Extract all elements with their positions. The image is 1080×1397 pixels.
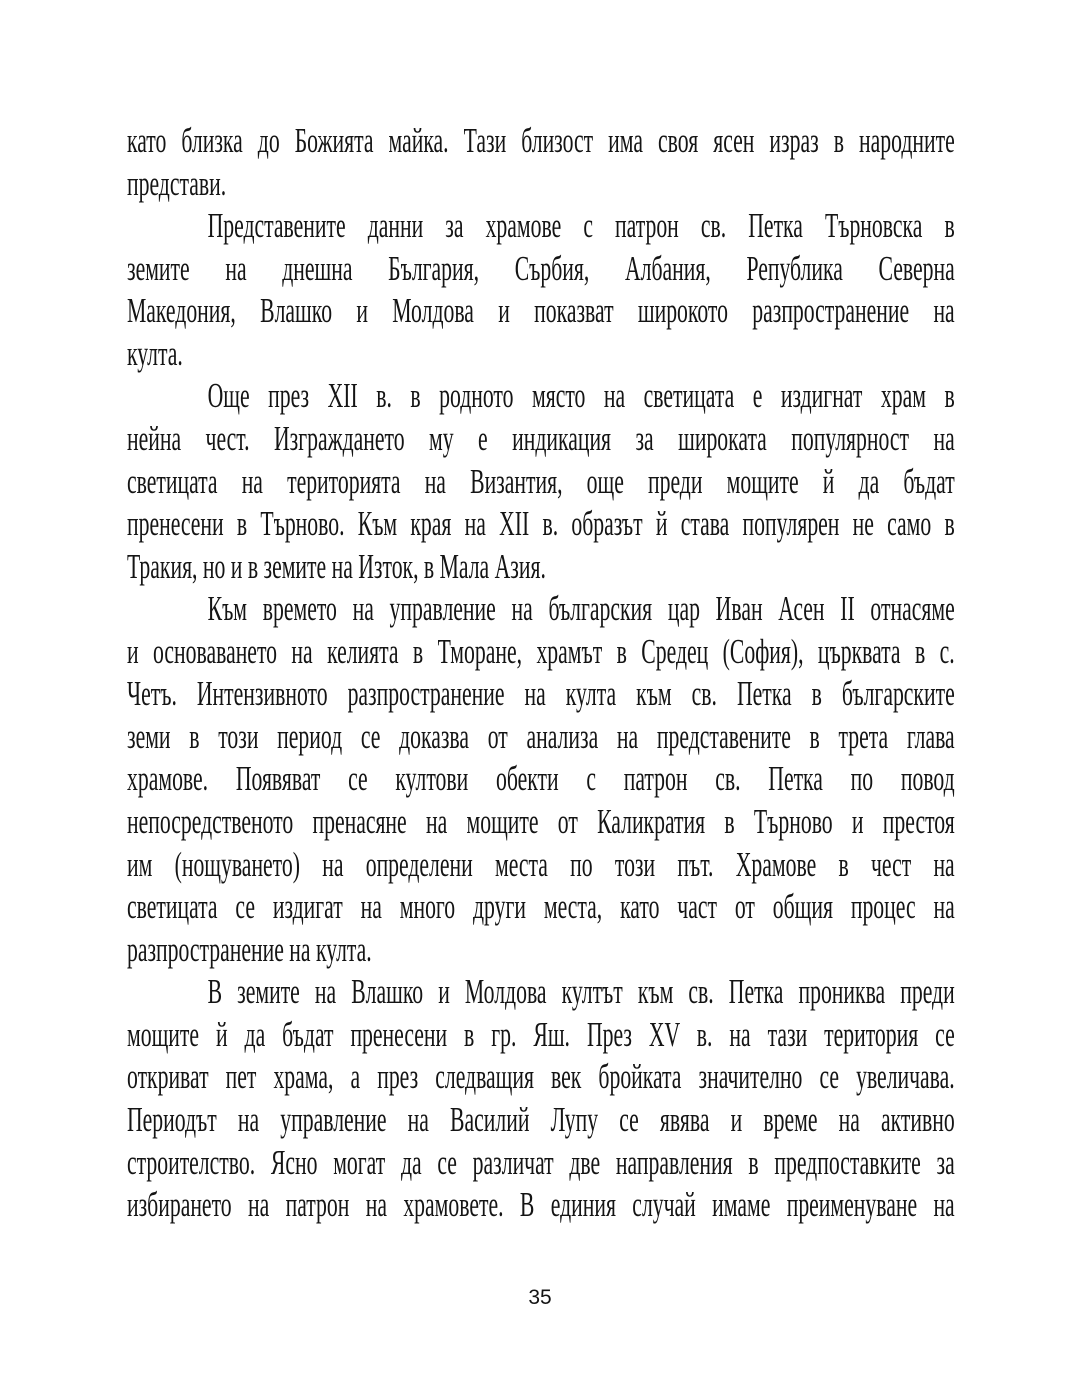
text-line: В земите на Влашко и Молдова култът към св. Петка прониква преди <box>207 972 955 1012</box>
text-content <box>127 120 955 1227</box>
page-number: 35 <box>528 1286 552 1309</box>
text-line: земите на днешна България, Сърбия, Албания, Република Северна <box>127 248 955 288</box>
text-line: храмове. Появяват се култови обекти с патрон св. Петка по повод <box>127 759 955 799</box>
text-line: земи в този период се доказва от анализа на представените в трета глава <box>127 716 955 756</box>
text-line: Още през XII в. в родното място на светицата е издигнат храм в <box>207 376 955 416</box>
text-line: като близка до Божията майка. Тази близост има своя ясен израз в народните <box>127 121 955 160</box>
text-line: култа. <box>127 333 183 373</box>
text-line: Представените данни за храмове с патрон св. Петка Търновска в <box>207 206 955 246</box>
text-body <box>127 120 955 1227</box>
text-line: непосредственото пренасяне на мощите от Каликратия в Търново и престоя <box>127 802 955 841</box>
paragraph <box>127 205 955 375</box>
text-line: строителство. Ясно могат да се различат две направления в предпоставките за <box>127 1142 955 1182</box>
text-line: мощите й да бъдат пренесени в гр. Яш. През XV в. на тази територия се <box>127 1014 955 1054</box>
text-line: избирането на патрон на храмовете. В единия случай имаме преименуване на <box>127 1185 955 1225</box>
text-line: пренесени в Търново. Към края на XII в. образът й става популярен не само в <box>127 504 955 544</box>
text-line: Тракия, но и в земите на Изток, в Мала Азия. <box>127 546 546 586</box>
text-line: откриват пет храма, а през следващия век бройката значително се увеличава. <box>127 1057 955 1097</box>
text-line: светицата се издигат на много други места, като част от общия процес на <box>127 887 955 927</box>
text-line: представи. <box>127 163 227 203</box>
text-line: и основаването на келията в Тморане, храмът в Средец (София), църквата в с. <box>127 631 955 671</box>
paragraph <box>127 120 955 205</box>
text-line: Четъ. Интензивното разпространение на култа към св. Петка в българските <box>127 674 955 714</box>
text-line: Македония, Влашко и Молдова и показват широкото разпространение на <box>127 291 955 331</box>
text-line: им (нощуването) на определени места по този път. Храмове в чест на <box>127 844 955 884</box>
text-line: Към времето на управление на българския цар Иван Асен II отнасяме <box>207 589 955 629</box>
text-line: нейна чест. Изграждането му е индикация за широката популярност на <box>127 418 955 458</box>
text-line: Периодът на управление на Василий Лупу се явява и време на активно <box>127 1099 955 1139</box>
text-line: разпространение на култа. <box>127 929 372 969</box>
text-line: светицата на територията на Византия, още преди мощите й да бъдат <box>127 461 955 501</box>
paragraph <box>127 971 955 1226</box>
paragraph <box>127 375 955 588</box>
paragraph <box>127 588 955 971</box>
